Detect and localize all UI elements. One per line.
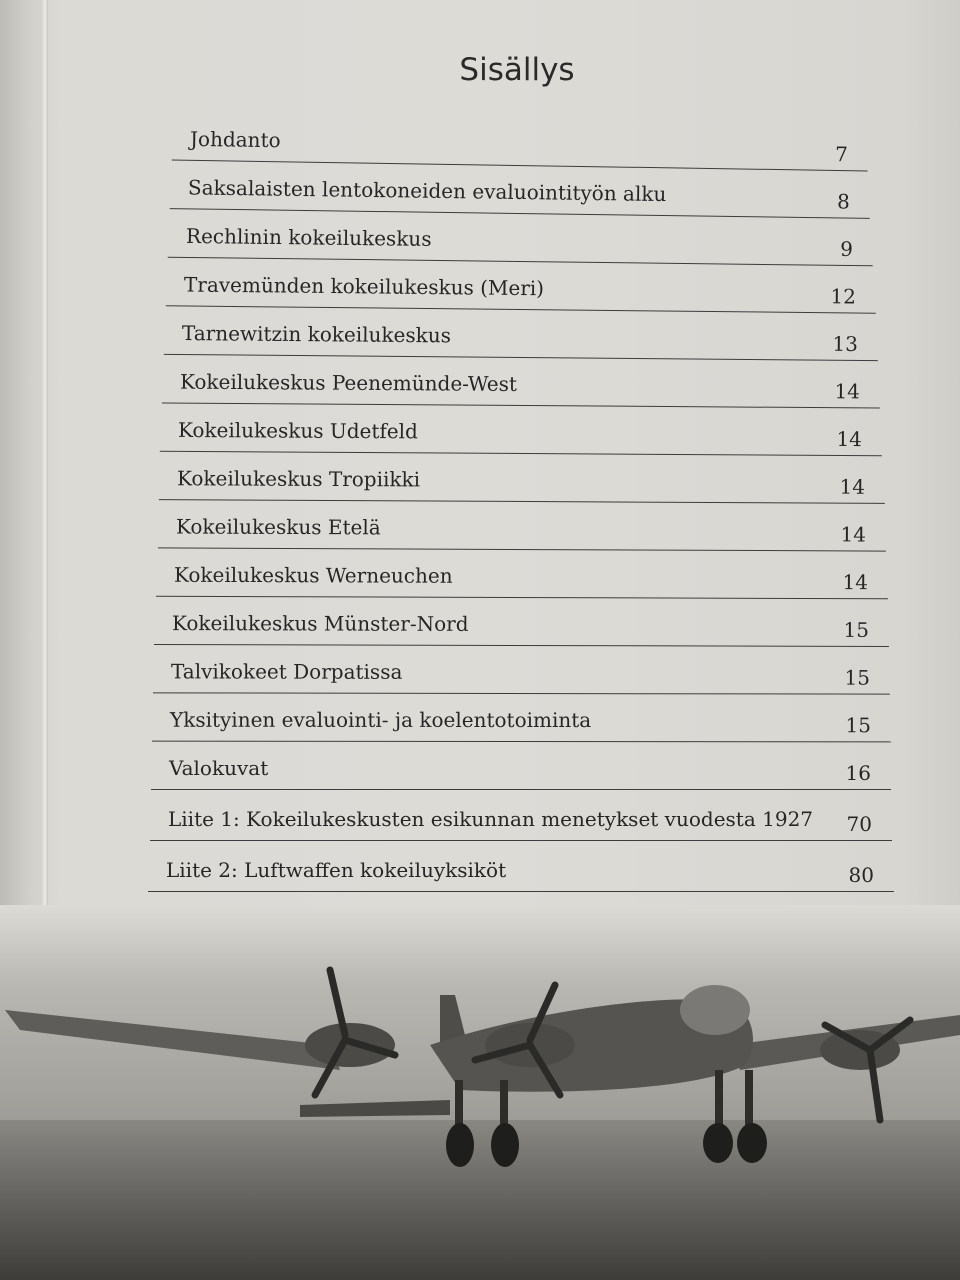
toc-page: 16: [845, 761, 871, 785]
toc-row: [153, 645, 890, 694]
toc-label: Yksityinen evaluointi- ja koelentotoiminta: [169, 707, 592, 733]
toc-page: 14: [839, 474, 866, 499]
toc-row: [166, 258, 876, 313]
toc-page: 9: [840, 236, 854, 262]
toc-page: 14: [840, 522, 867, 547]
toc-page: 80: [848, 863, 874, 887]
toc-label: Rechlinin kokeilukeskus: [185, 223, 432, 251]
toc-label: Johdanto: [189, 126, 281, 153]
toc-row: [150, 790, 892, 841]
toc-row: [160, 404, 882, 456]
toc-page: 14: [842, 570, 869, 595]
toc-page: 14: [836, 426, 863, 452]
toc-label: Liite 1: Kokeilukeskusten esikunnan menetykset vuodesta 1927: [168, 807, 814, 831]
toc-page: 13: [832, 331, 859, 356]
toc-row: [156, 549, 888, 600]
toc-label: Kokeilukeskus Etelä: [175, 514, 381, 540]
toc-page: 15: [845, 713, 872, 738]
toc-page: 15: [844, 665, 871, 690]
page-title: Sisällys: [459, 52, 575, 88]
toc-label: Tarnewitzin kokeilukeskus: [181, 321, 452, 348]
toc-label: Talvikokeet Dorpatissa: [170, 659, 403, 684]
toc-label: Kokeilukeskus Peenemünde-West: [179, 369, 518, 396]
toc-row: [164, 307, 878, 361]
toc-label: Travemünden kokeilukeskus (Meri): [183, 272, 545, 301]
toc-label: Kokeilukeskus Tropiikki: [176, 466, 421, 492]
toc-label: Kokeilukeskus Werneuchen: [173, 562, 453, 588]
toc-row: [168, 210, 874, 267]
toc-page: 12: [830, 284, 857, 309]
aircraft-photo: [0, 905, 960, 1280]
toc-label: Liite 2: Luftwaffen kokeiluyksiköt: [166, 858, 507, 882]
toc-page: 70: [846, 812, 872, 836]
toc-page: 15: [843, 617, 870, 642]
toc-label: Valokuvat: [169, 756, 269, 780]
toc-page: 14: [834, 379, 861, 404]
toc-row: [152, 694, 891, 743]
toc-row: [162, 355, 880, 408]
toc-row: [159, 452, 885, 504]
page-fold: [42, 0, 48, 1000]
toc-row: [151, 742, 891, 790]
toc-label: Saksalaisten lentokoneiden evaluointityön alku: [187, 175, 667, 207]
nose-glazing: [680, 985, 750, 1035]
toc-row: [154, 597, 889, 647]
toc-page: 8: [836, 189, 851, 214]
table-of-contents: [150, 118, 892, 892]
toc-label: Kokeilukeskus Udetfeld: [177, 417, 418, 444]
toc-row: [148, 841, 894, 892]
toc-label: Kokeilukeskus Münster-Nord: [171, 611, 469, 636]
toc-page: 7: [834, 141, 849, 167]
toc-row: [158, 500, 886, 551]
